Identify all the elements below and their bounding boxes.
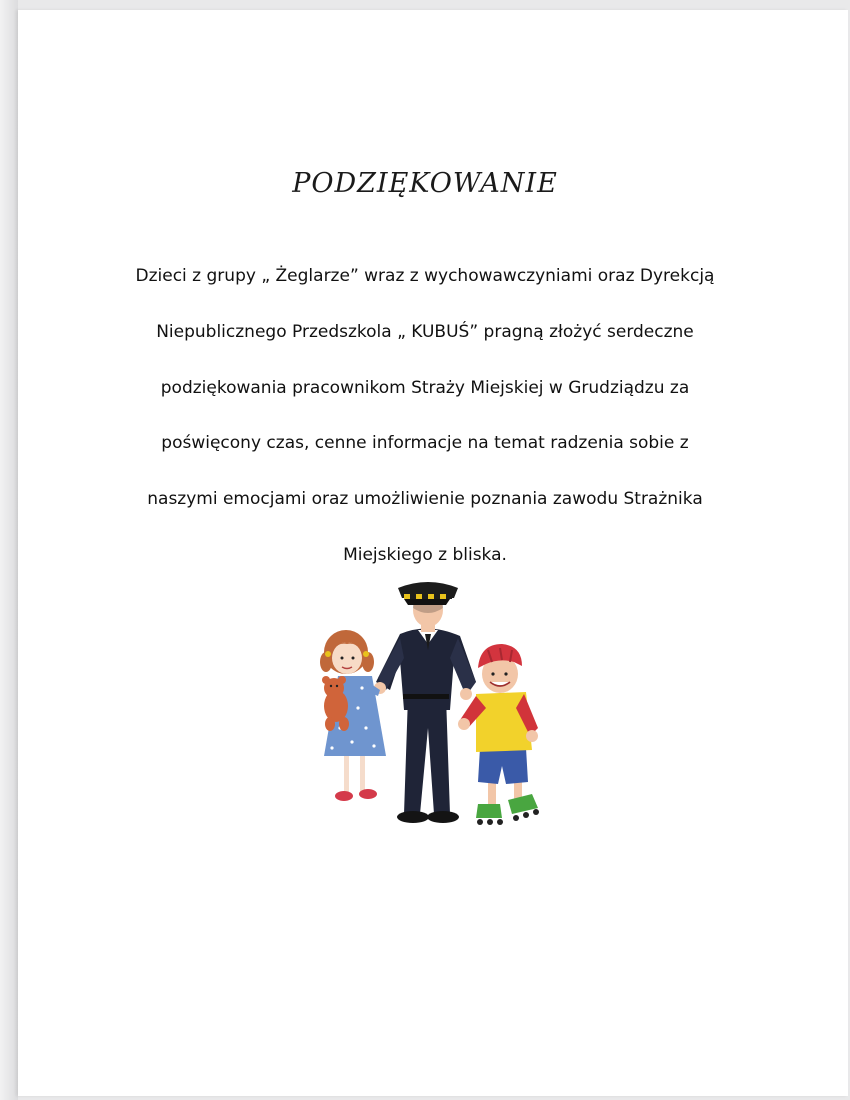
- guard-with-children-illustration: [300, 578, 560, 848]
- city-guard-figure: [374, 582, 476, 823]
- body-line: podziękowania pracownikom Straży Miejskiej w Grudziądzu za: [160, 377, 690, 398]
- document-body: [0, 249, 850, 584]
- body-line: poświęcony czas, cenne informacje na temat radzenia sobie z: [161, 433, 689, 454]
- body-line: naszymi emocjami oraz umożliwienie poznania zawodu Strażnika: [147, 489, 703, 510]
- girl-figure: [320, 630, 386, 801]
- roller-skates-icon: [476, 794, 539, 825]
- body-line: Niepublicznego Przedszkola „ KUBUŚ” pragną złożyć serdeczne: [156, 321, 694, 342]
- document-title: PODZIĘKOWANIE: [292, 168, 558, 199]
- body-line: Miejskiego z bliska.: [343, 544, 507, 565]
- body-line: Dzieci z grupy „ Żeglarze” wraz z wychowawczyniami oraz Dyrekcją: [135, 266, 715, 286]
